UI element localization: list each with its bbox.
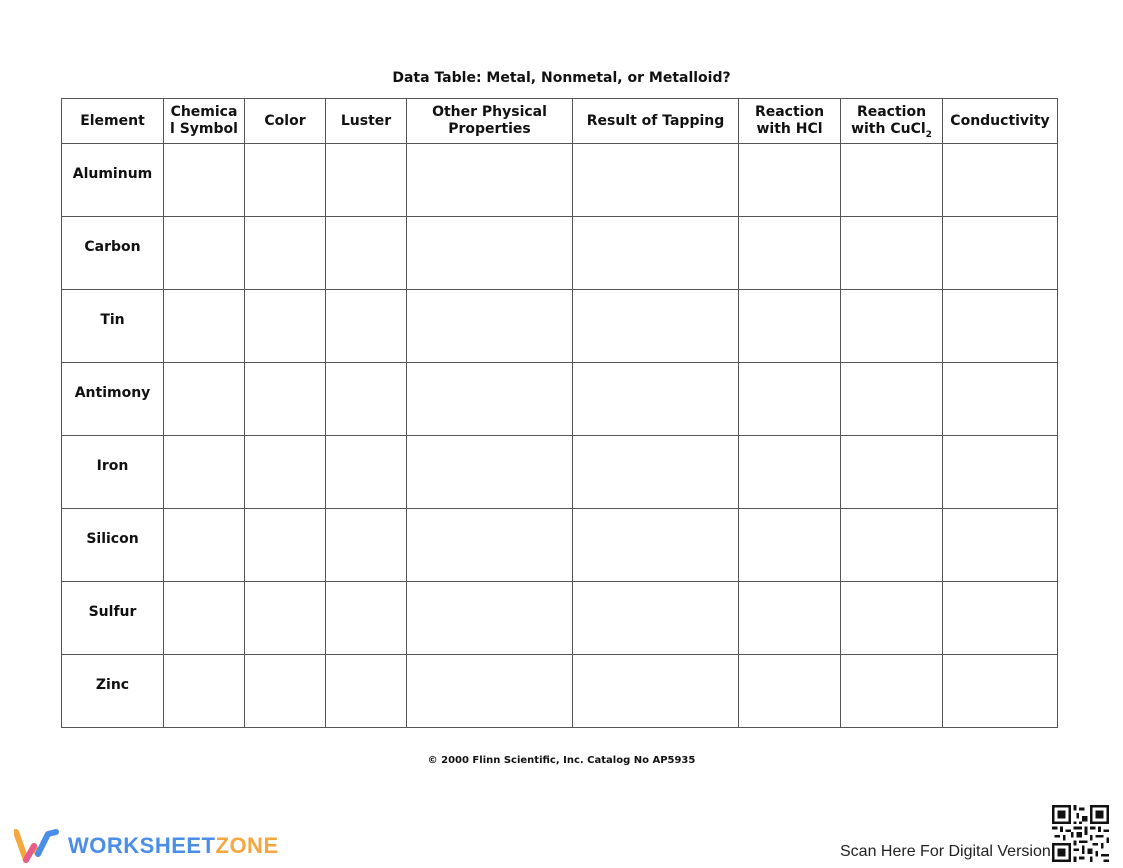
- header-row: [62, 99, 1058, 144]
- element-name-cell: Carbon: [62, 217, 164, 290]
- answer-cell[interactable]: [943, 217, 1058, 290]
- answer-cell[interactable]: [943, 144, 1058, 217]
- qr-code-icon[interactable]: [1052, 805, 1109, 862]
- answer-cell[interactable]: [841, 582, 943, 655]
- element-name-cell: Silicon: [62, 509, 164, 582]
- data-table: [61, 98, 1058, 728]
- scan-here-text: Scan Here For Digital Version: [840, 843, 1051, 860]
- answer-cell[interactable]: [164, 217, 245, 290]
- answer-cell[interactable]: [326, 290, 407, 363]
- answer-cell[interactable]: [164, 363, 245, 436]
- answer-cell[interactable]: [407, 436, 573, 509]
- answer-cell[interactable]: [407, 290, 573, 363]
- answer-cell[interactable]: [164, 509, 245, 582]
- answer-cell[interactable]: [943, 655, 1058, 728]
- answer-cell[interactable]: [739, 582, 841, 655]
- answer-cell[interactable]: [245, 144, 326, 217]
- copyright-footer: © 2000 Flinn Scientific, Inc. Catalog No AP5935: [427, 755, 696, 766]
- answer-cell[interactable]: [943, 509, 1058, 582]
- answer-cell[interactable]: [841, 436, 943, 509]
- answer-cell[interactable]: [164, 144, 245, 217]
- answer-cell[interactable]: [943, 582, 1058, 655]
- answer-cell[interactable]: [739, 509, 841, 582]
- answer-cell[interactable]: [739, 436, 841, 509]
- table-row: [62, 217, 1058, 290]
- answer-cell[interactable]: [164, 290, 245, 363]
- answer-cell[interactable]: [739, 144, 841, 217]
- answer-cell[interactable]: [326, 436, 407, 509]
- answer-cell[interactable]: [407, 363, 573, 436]
- answer-cell[interactable]: [326, 509, 407, 582]
- answer-cell[interactable]: [841, 217, 943, 290]
- logo-text: WORKSHEETZONE: [68, 833, 279, 858]
- answer-cell[interactable]: [573, 655, 739, 728]
- answer-cell[interactable]: [573, 290, 739, 363]
- worksheetzone-logo: [14, 828, 279, 864]
- table-row: [62, 582, 1058, 655]
- answer-cell[interactable]: [841, 363, 943, 436]
- answer-cell[interactable]: [245, 655, 326, 728]
- answer-cell[interactable]: [573, 144, 739, 217]
- header-conductivity: Conductivity: [943, 99, 1058, 144]
- answer-cell[interactable]: [943, 363, 1058, 436]
- answer-cell[interactable]: [407, 217, 573, 290]
- answer-cell[interactable]: [407, 655, 573, 728]
- header-chemical-symbol: Chemica l Symbol: [164, 99, 245, 144]
- header-color: Color: [245, 99, 326, 144]
- answer-cell[interactable]: [739, 290, 841, 363]
- answer-cell[interactable]: [573, 582, 739, 655]
- answer-cell[interactable]: [841, 144, 943, 217]
- answer-cell[interactable]: [841, 290, 943, 363]
- header-luster: Luster: [326, 99, 407, 144]
- table-row: [62, 655, 1058, 728]
- element-name-cell: Iron: [62, 436, 164, 509]
- answer-cell[interactable]: [245, 217, 326, 290]
- worksheetzone-logo-icon: [14, 828, 60, 864]
- answer-cell[interactable]: [245, 290, 326, 363]
- header-other-physical-properties: Other Physical Properties: [407, 99, 573, 144]
- header-element: Element: [62, 99, 164, 144]
- table-row: [62, 509, 1058, 582]
- answer-cell[interactable]: [943, 290, 1058, 363]
- element-name-cell: Aluminum: [62, 144, 164, 217]
- answer-cell[interactable]: [245, 509, 326, 582]
- answer-cell[interactable]: [326, 217, 407, 290]
- answer-cell[interactable]: [326, 655, 407, 728]
- answer-cell[interactable]: [164, 436, 245, 509]
- header-reaction-hcl: Reaction with HCl: [739, 99, 841, 144]
- answer-cell[interactable]: [326, 144, 407, 217]
- header-reaction-cucl2: Reaction with CuCl$_2$: [841, 99, 943, 144]
- table-row: [62, 290, 1058, 363]
- answer-cell[interactable]: [245, 582, 326, 655]
- answer-cell[interactable]: [164, 655, 245, 728]
- element-name-cell: Zinc: [62, 655, 164, 728]
- answer-cell[interactable]: [573, 509, 739, 582]
- answer-cell[interactable]: [245, 363, 326, 436]
- page-title: Data Table: Metal, Nonmetal, or Metalloid?: [392, 70, 731, 86]
- answer-cell[interactable]: [841, 509, 943, 582]
- answer-cell[interactable]: [407, 144, 573, 217]
- answer-cell[interactable]: [573, 363, 739, 436]
- answer-cell[interactable]: [739, 217, 841, 290]
- header-result-of-tapping: Result of Tapping: [573, 99, 739, 144]
- answer-cell[interactable]: [164, 582, 245, 655]
- answer-cell[interactable]: [841, 655, 943, 728]
- answer-cell[interactable]: [943, 436, 1058, 509]
- answer-cell[interactable]: [739, 363, 841, 436]
- element-name-cell: Tin: [62, 290, 164, 363]
- table-row: [62, 144, 1058, 217]
- answer-cell[interactable]: [573, 436, 739, 509]
- answer-cell[interactable]: [245, 436, 326, 509]
- answer-cell[interactable]: [407, 582, 573, 655]
- answer-cell[interactable]: [407, 509, 573, 582]
- table-row: [62, 363, 1058, 436]
- answer-cell[interactable]: [739, 655, 841, 728]
- element-name-cell: Antimony: [62, 363, 164, 436]
- answer-cell[interactable]: [573, 217, 739, 290]
- answer-cell[interactable]: [326, 363, 407, 436]
- element-name-cell: Sulfur: [62, 582, 164, 655]
- table-row: [62, 436, 1058, 509]
- answer-cell[interactable]: [326, 582, 407, 655]
